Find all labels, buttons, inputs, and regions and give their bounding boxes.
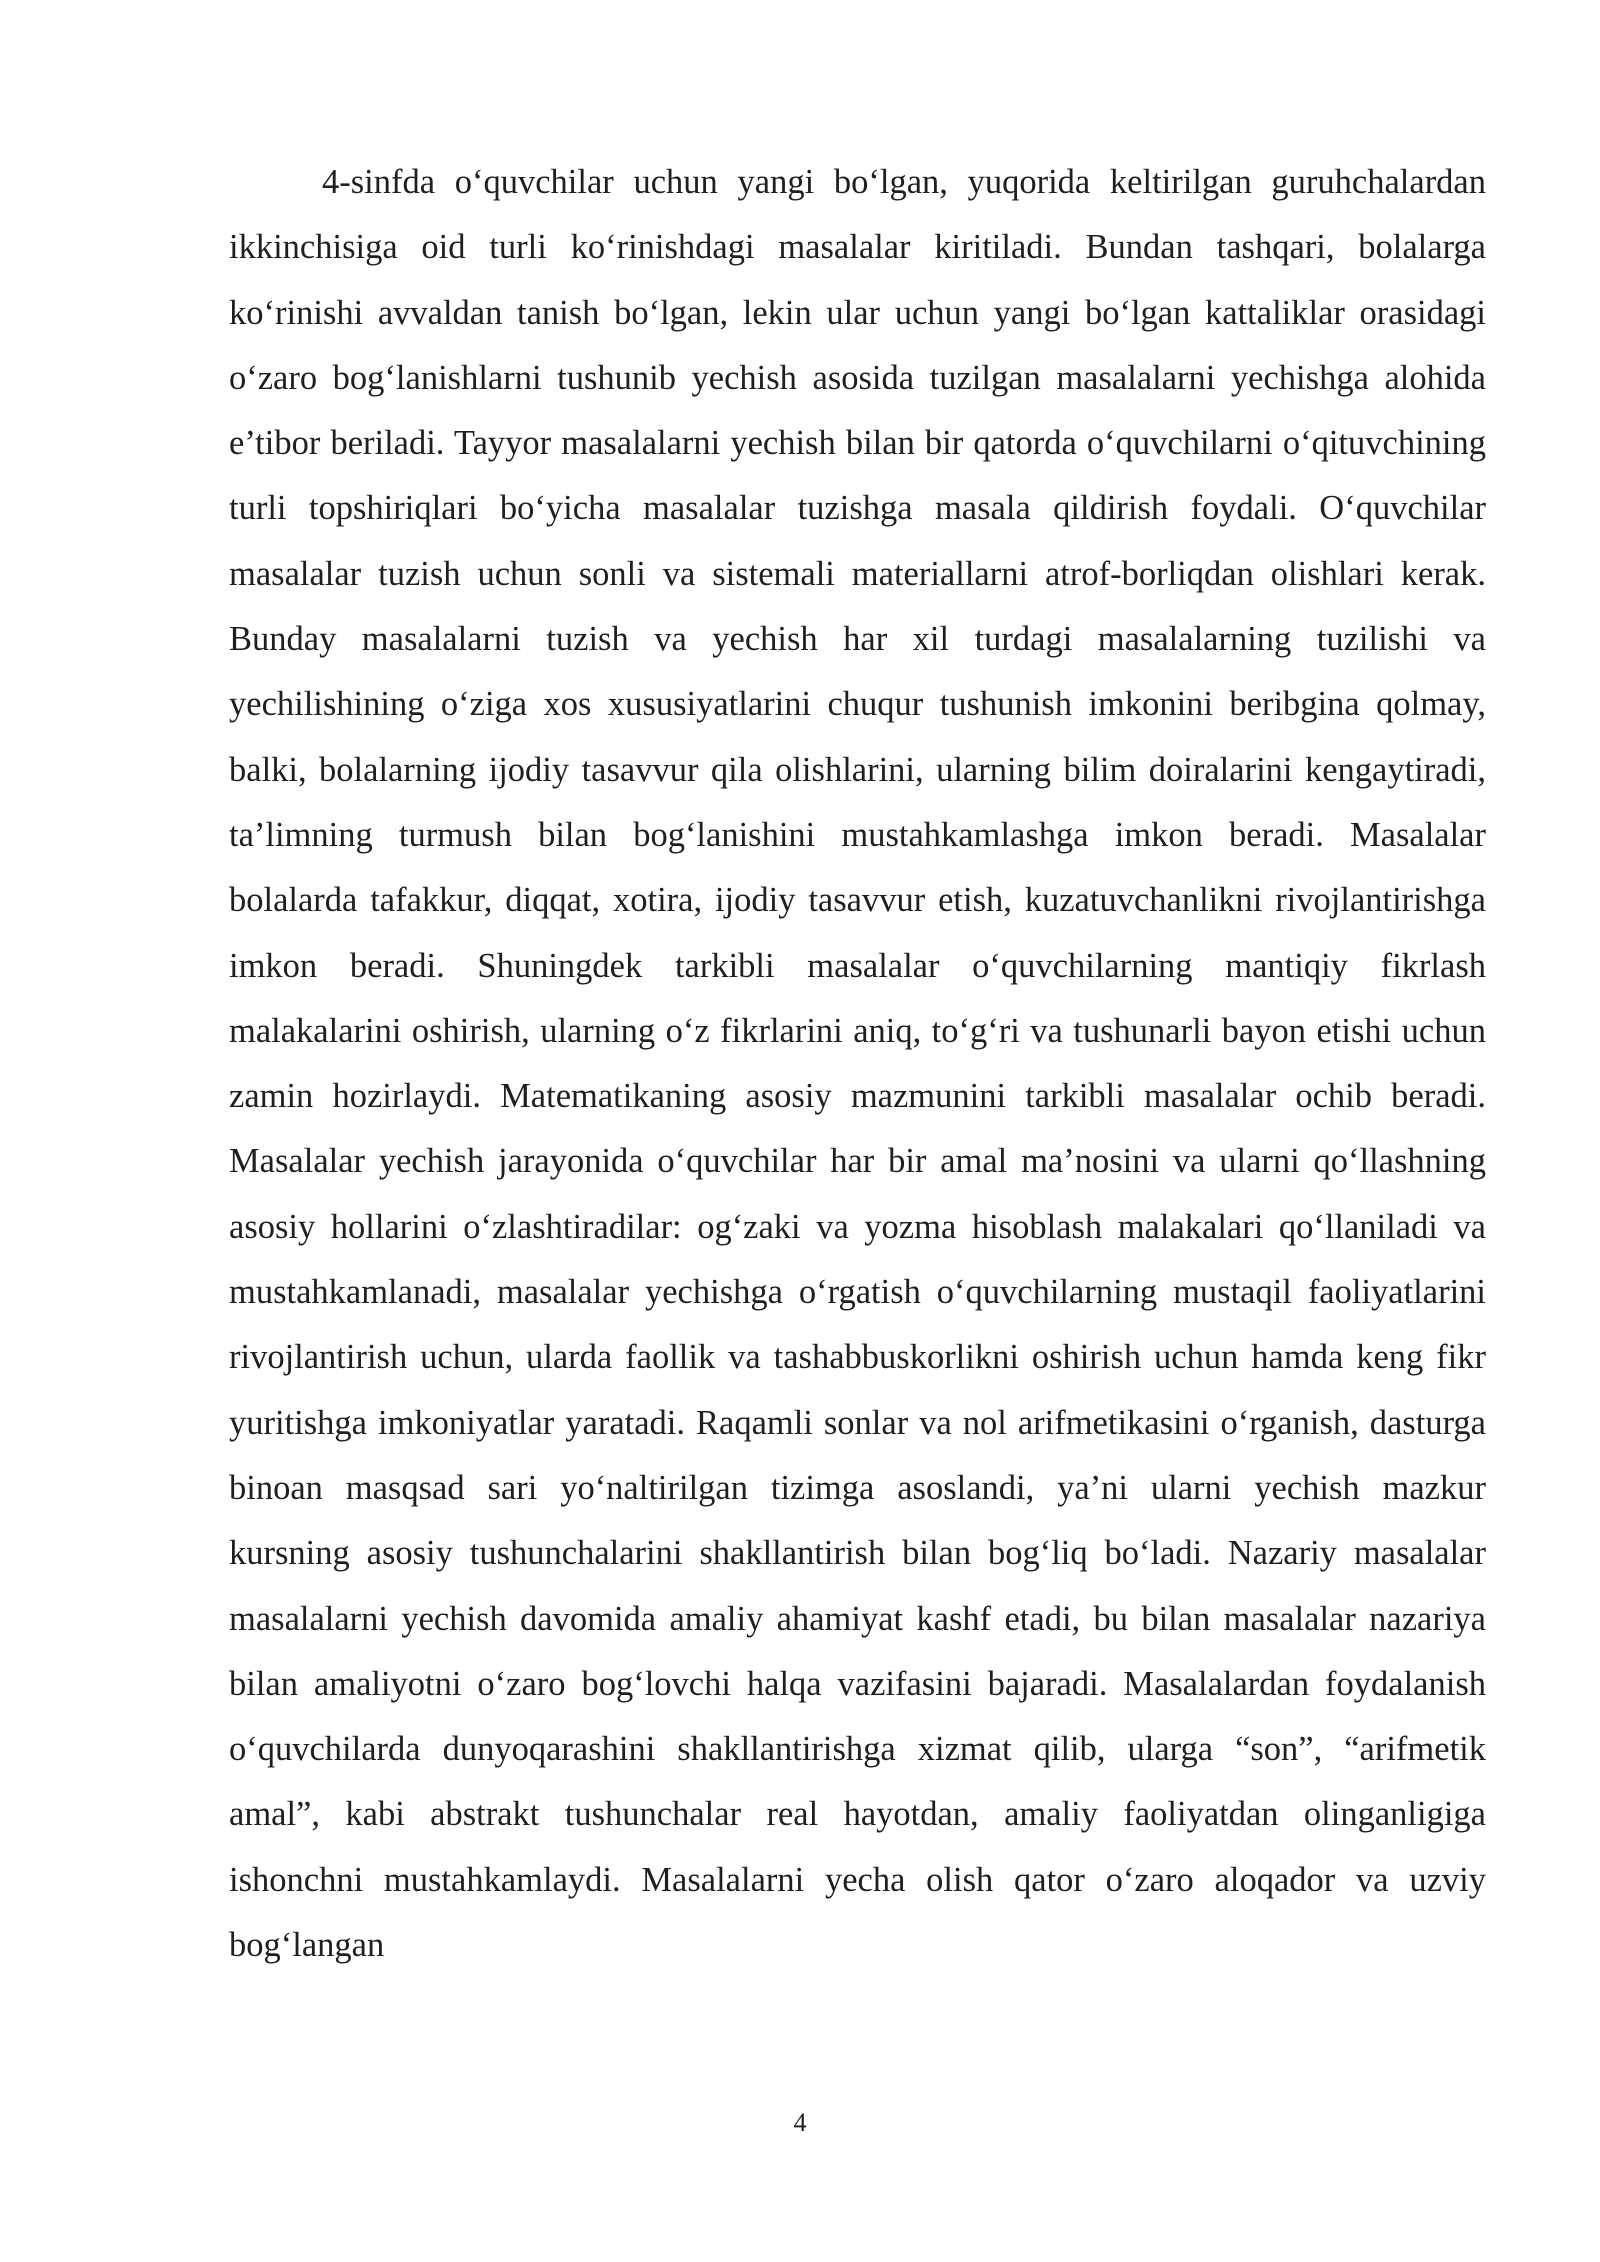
- body-paragraph: 4-sinfda o‘quvchilar uchun yangi bo‘lgan, yuqorida keltirilgan guruhchalardan ikkinchisiga oid turli ko‘rinishdagi masalalar kiritiladi. Bundan tashqari, bolalarga ko‘rinishi avvaldan tanish bo‘lgan, lekin ular uchun yangi bo‘lgan kattaliklar orasidagi o‘zaro bog‘lanishlarni tushunib yechish asosida tuzilgan masalalarni yechishga alohida e’tibor beriladi. Tayyor masalalarni yechish bilan bir qatorda o‘quvchilarni o‘qituvchining turli topshiriqlari bo‘yicha masalalar tuzishga masala qildirish foydali. O‘quvchilar masalalar tuzish uchun sonli va sistemali materiallarni atrof-borliqdan olishlari kerak. Bunday masalalarni tuzish va yechish har xil turdagi masalalarning tuzilishi va yechilishining o‘ziga xos xususiyatlarini chuqur tushunish imkonini beribgina qolmay, balki, bolalarning ijodiy tasavvur qila olishlarini, ularning bilim doiralarini kengaytiradi, ta’limning turmush bilan bog‘lanishini mustahkamlashga imkon beradi. Masalalar bolalarda tafakkur, diqqat, xotira, ijodiy tasavvur etish, kuzatuvchanlikni rivojlantirishga imkon beradi. Shuningdek tarkibli masalalar o‘quvchilarning mantiqiy fikrlash malakalarini oshirish, ularning o‘z fikrlarini aniq, to‘g‘ri va tushunarli bayon etishi uchun zamin hozirlaydi. Matematikaning asosiy mazmunini tarkibli masalalar ochib beradi. Masalalar yechish jarayonida o‘quvchilar har bir amal ma’nosini va ularni qo‘llashning asosiy hollarini o‘zlashtiradilar: og‘zaki va yozma hisoblash malakalari qo‘llaniladi va mustahkamlanadi, masalalar yechishga o‘rgatish o‘quvchilarning mustaqil faoliyatlarini rivojlantirish uchun, ularda faollik va tashabbuskorlikni oshirish uchun hamda keng fikr yuritishga imkoniyatlar yaratadi. Raqamli sonlar va nol arifmetikasini o‘rganish, dasturga binoan masqsad sari yo‘naltirilgan tizimga asoslandi, ya’ni ularni yechish mazkur kursning asosiy tushunchalarini shakllantirish bilan bog‘liq bo‘ladi. Nazariy masalalar masalalarni yechish davomida amaliy ahamiyat kashf etadi, bu bilan masalalar nazariya bilan amaliyotni o‘zaro bog‘lovchi halqa vazifasini bajaradi. Masalalardan foydalanish o‘quvchilarda dunyoqarashini shakllantirishga xizmat qilib, ularga “son”, “arifmetik amal”, kabi abstrakt tushunchalar real hayotdan, amaliy faoliyatdan olinganligiga ishonchni mustahkamlaydi. Masalalarni yecha olish qator o‘zaro aloqador va uzviy bog‘langan: [229, 163, 1486, 1965]
- page-number: 4: [793, 2108, 807, 2137]
